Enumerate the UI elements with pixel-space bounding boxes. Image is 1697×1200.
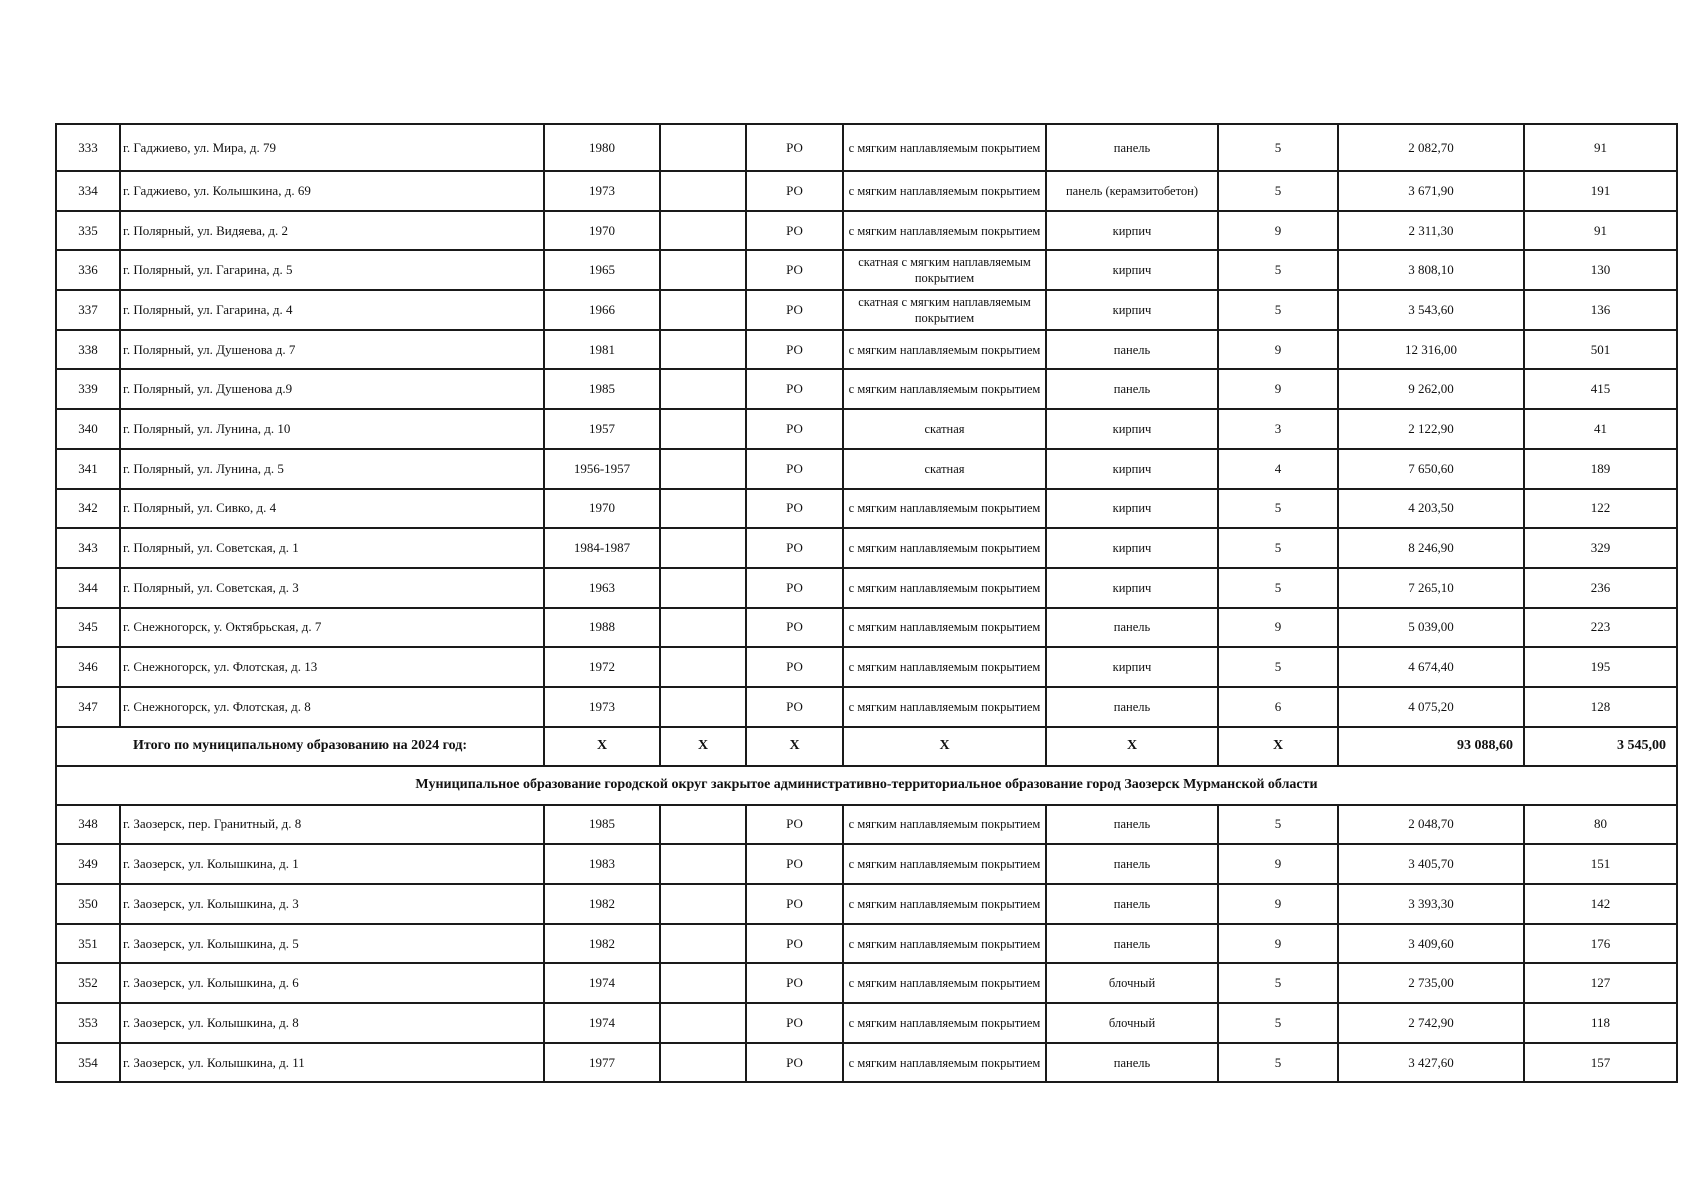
cell-num: 344: [56, 568, 120, 608]
cell-address: г. Заозерск, ул. Колышкина, д. 11: [120, 1043, 544, 1083]
total-x-ro: X: [746, 727, 843, 766]
cell-blank: [660, 647, 746, 687]
cell-area: 3 409,60: [1338, 924, 1524, 964]
cell-floors: 3: [1218, 409, 1338, 449]
table-row: [56, 687, 1677, 727]
cell-material: панель: [1046, 608, 1218, 648]
cell-ro: РО: [746, 409, 843, 449]
cell-num: 350: [56, 884, 120, 924]
cell-blank: [660, 924, 746, 964]
cell-ro: РО: [746, 489, 843, 529]
cell-address: г. Заозерск, ул. Колышкина, д. 6: [120, 963, 544, 1003]
cell-roof: скатная: [843, 409, 1046, 449]
table-row: [56, 884, 1677, 924]
cell-area: 2 742,90: [1338, 1003, 1524, 1043]
cell-year: 1973: [544, 687, 660, 727]
cell-area: 2 082,70: [1338, 124, 1524, 171]
cell-blank: [660, 489, 746, 529]
cell-area: 7 265,10: [1338, 568, 1524, 608]
cell-num: 347: [56, 687, 120, 727]
cell-address: г. Полярный, ул. Советская, д. 1: [120, 528, 544, 568]
cell-roof: скатная с мягким наплавляемым покрытием: [843, 290, 1046, 330]
cell-material: панель: [1046, 924, 1218, 964]
cell-residents: 157: [1524, 1043, 1677, 1083]
table-row: [56, 250, 1677, 290]
cell-material: кирпич: [1046, 489, 1218, 529]
cell-year: 1970: [544, 211, 660, 251]
cell-material: кирпич: [1046, 647, 1218, 687]
cell-year: 1966: [544, 290, 660, 330]
cell-num: 340: [56, 409, 120, 449]
cell-material: панель: [1046, 124, 1218, 171]
cell-blank: [660, 963, 746, 1003]
cell-material: кирпич: [1046, 568, 1218, 608]
cell-year: 1974: [544, 1003, 660, 1043]
cell-ro: РО: [746, 290, 843, 330]
cell-roof: с мягким наплавляемым покрытием: [843, 805, 1046, 845]
cell-material: панель: [1046, 330, 1218, 370]
cell-roof: с мягким наплавляемым покрытием: [843, 124, 1046, 171]
cell-ro: РО: [746, 124, 843, 171]
total-residents: 3 545,00: [1524, 727, 1677, 766]
cell-floors: 9: [1218, 884, 1338, 924]
cell-num: 354: [56, 1043, 120, 1083]
cell-address: г. Полярный, ул. Гагарина, д. 4: [120, 290, 544, 330]
cell-residents: 80: [1524, 805, 1677, 845]
cell-floors: 6: [1218, 687, 1338, 727]
cell-floors: 9: [1218, 924, 1338, 964]
cell-year: 1981: [544, 330, 660, 370]
cell-ro: РО: [746, 608, 843, 648]
cell-material: панель (керамзитобетон): [1046, 171, 1218, 211]
table-row: [56, 489, 1677, 529]
cell-blank: [660, 449, 746, 489]
cell-roof: с мягким наплавляемым покрытием: [843, 924, 1046, 964]
cell-area: 4 674,40: [1338, 647, 1524, 687]
cell-roof: с мягким наплавляемым покрытием: [843, 489, 1046, 529]
total-row: [56, 727, 1677, 766]
cell-num: 333: [56, 124, 120, 171]
cell-material: панель: [1046, 844, 1218, 884]
cell-roof: с мягким наплавляемым покрытием: [843, 884, 1046, 924]
cell-roof: с мягким наплавляемым покрытием: [843, 171, 1046, 211]
cell-year: 1974: [544, 963, 660, 1003]
cell-area: 3 393,30: [1338, 884, 1524, 924]
total-label: Итого по муниципальному образованию на 2024 год:: [56, 727, 544, 766]
cell-roof: с мягким наплавляемым покрытием: [843, 844, 1046, 884]
cell-ro: РО: [746, 568, 843, 608]
cell-material: кирпич: [1046, 528, 1218, 568]
cell-num: 338: [56, 330, 120, 370]
cell-residents: 127: [1524, 963, 1677, 1003]
cell-material: панель: [1046, 805, 1218, 845]
cell-roof: с мягким наплавляемым покрытием: [843, 647, 1046, 687]
cell-year: 1983: [544, 844, 660, 884]
cell-floors: 9: [1218, 211, 1338, 251]
cell-area: 4 203,50: [1338, 489, 1524, 529]
cell-residents: 329: [1524, 528, 1677, 568]
cell-floors: 5: [1218, 1003, 1338, 1043]
cell-blank: [660, 171, 746, 211]
cell-address: г. Снежногорск, ул. Флотская, д. 8: [120, 687, 544, 727]
cell-num: 334: [56, 171, 120, 211]
cell-area: 7 650,60: [1338, 449, 1524, 489]
cell-num: 353: [56, 1003, 120, 1043]
cell-num: 335: [56, 211, 120, 251]
cell-blank: [660, 211, 746, 251]
cell-material: панель: [1046, 687, 1218, 727]
cell-residents: 91: [1524, 211, 1677, 251]
cell-year: 1957: [544, 409, 660, 449]
total-x-blank: X: [660, 727, 746, 766]
cell-floors: 9: [1218, 608, 1338, 648]
table-row: [56, 608, 1677, 648]
total-area: 93 088,60: [1338, 727, 1524, 766]
cell-roof: с мягким наплавляемым покрытием: [843, 330, 1046, 370]
cell-address: г. Полярный, ул. Лунина, д. 10: [120, 409, 544, 449]
table-row: [56, 330, 1677, 370]
cell-roof: с мягким наплавляемым покрытием: [843, 687, 1046, 727]
cell-floors: 5: [1218, 290, 1338, 330]
cell-blank: [660, 409, 746, 449]
cell-area: 5 039,00: [1338, 608, 1524, 648]
cell-num: 339: [56, 369, 120, 409]
cell-blank: [660, 124, 746, 171]
cell-residents: 91: [1524, 124, 1677, 171]
cell-blank: [660, 290, 746, 330]
table-row: [56, 171, 1677, 211]
cell-floors: 5: [1218, 1043, 1338, 1083]
cell-material: кирпич: [1046, 449, 1218, 489]
cell-address: г. Гаджиево, ул. Колышкина, д. 69: [120, 171, 544, 211]
cell-num: 348: [56, 805, 120, 845]
table-row: [56, 528, 1677, 568]
cell-num: 342: [56, 489, 120, 529]
cell-year: 1965: [544, 250, 660, 290]
cell-blank: [660, 844, 746, 884]
section-heading-row: [56, 766, 1677, 805]
cell-year: 1977: [544, 1043, 660, 1083]
cell-residents: 142: [1524, 884, 1677, 924]
cell-blank: [660, 369, 746, 409]
cell-num: 346: [56, 647, 120, 687]
cell-roof: с мягким наплавляемым покрытием: [843, 1043, 1046, 1083]
cell-floors: 9: [1218, 369, 1338, 409]
table-row: [56, 124, 1677, 171]
cell-residents: 189: [1524, 449, 1677, 489]
cell-residents: 236: [1524, 568, 1677, 608]
cell-year: 1972: [544, 647, 660, 687]
cell-address: г. Полярный, ул. Видяева, д. 2: [120, 211, 544, 251]
cell-ro: РО: [746, 844, 843, 884]
cell-ro: РО: [746, 211, 843, 251]
cell-ro: РО: [746, 449, 843, 489]
cell-year: 1982: [544, 884, 660, 924]
cell-floors: 5: [1218, 489, 1338, 529]
cell-residents: 128: [1524, 687, 1677, 727]
table-row: [56, 211, 1677, 251]
cell-floors: 4: [1218, 449, 1338, 489]
cell-ro: РО: [746, 647, 843, 687]
cell-ro: РО: [746, 171, 843, 211]
cell-year: 1985: [544, 369, 660, 409]
cell-year: 1973: [544, 171, 660, 211]
total-x-floors: X: [1218, 727, 1338, 766]
cell-ro: РО: [746, 884, 843, 924]
cell-floors: 5: [1218, 124, 1338, 171]
cell-floors: 5: [1218, 805, 1338, 845]
cell-address: г. Заозерск, ул. Колышкина, д. 3: [120, 884, 544, 924]
cell-ro: РО: [746, 250, 843, 290]
cell-num: 336: [56, 250, 120, 290]
table-row: [56, 924, 1677, 964]
cell-floors: 9: [1218, 330, 1338, 370]
cell-year: 1985: [544, 805, 660, 845]
table-row: [56, 844, 1677, 884]
total-x-material: X: [1046, 727, 1218, 766]
cell-area: 3 808,10: [1338, 250, 1524, 290]
cell-residents: 130: [1524, 250, 1677, 290]
cell-floors: 5: [1218, 528, 1338, 568]
cell-year: 1980: [544, 124, 660, 171]
cell-address: г. Полярный, ул. Гагарина, д. 5: [120, 250, 544, 290]
cell-area: 2 311,30: [1338, 211, 1524, 251]
table-row: [56, 449, 1677, 489]
cell-address: г. Полярный, ул. Сивко, д. 4: [120, 489, 544, 529]
cell-ro: РО: [746, 1003, 843, 1043]
cell-address: г. Заозерск, пер. Гранитный, д. 8: [120, 805, 544, 845]
cell-blank: [660, 250, 746, 290]
cell-floors: 9: [1218, 844, 1338, 884]
cell-material: кирпич: [1046, 250, 1218, 290]
cell-material: кирпич: [1046, 409, 1218, 449]
cell-address: г. Снежногорск, у. Октябрьская, д. 7: [120, 608, 544, 648]
cell-area: 9 262,00: [1338, 369, 1524, 409]
cell-address: г. Полярный, ул. Душенова д.9: [120, 369, 544, 409]
cell-material: панель: [1046, 1043, 1218, 1083]
table-row: [56, 963, 1677, 1003]
cell-area: 8 246,90: [1338, 528, 1524, 568]
housing-register-table: [55, 123, 1678, 1083]
cell-roof: с мягким наплавляемым покрытием: [843, 369, 1046, 409]
cell-material: панель: [1046, 369, 1218, 409]
table-row: [56, 805, 1677, 845]
cell-blank: [660, 884, 746, 924]
cell-residents: 136: [1524, 290, 1677, 330]
table-body-group-2: [56, 805, 1677, 1083]
cell-year: 1963: [544, 568, 660, 608]
table-row: [56, 1003, 1677, 1043]
cell-material: кирпич: [1046, 290, 1218, 330]
cell-ro: РО: [746, 1043, 843, 1083]
cell-residents: 151: [1524, 844, 1677, 884]
cell-area: 12 316,00: [1338, 330, 1524, 370]
table-row: [56, 369, 1677, 409]
cell-residents: 501: [1524, 330, 1677, 370]
cell-residents: 195: [1524, 647, 1677, 687]
cell-roof: скатная с мягким наплавляемым покрытием: [843, 250, 1046, 290]
cell-address: г. Полярный, ул. Душенова д. 7: [120, 330, 544, 370]
cell-address: г. Заозерск, ул. Колышкина, д. 5: [120, 924, 544, 964]
cell-residents: 122: [1524, 489, 1677, 529]
cell-num: 337: [56, 290, 120, 330]
cell-material: кирпич: [1046, 211, 1218, 251]
cell-blank: [660, 568, 746, 608]
cell-num: 345: [56, 608, 120, 648]
cell-area: 2 122,90: [1338, 409, 1524, 449]
cell-area: 3 405,70: [1338, 844, 1524, 884]
section-title: Муниципальное образование городской округ закрытое административно-территориальное образование город Заозерск Мурманской области: [56, 766, 1677, 805]
cell-num: 351: [56, 924, 120, 964]
cell-blank: [660, 687, 746, 727]
table-row: [56, 290, 1677, 330]
cell-address: г. Полярный, ул. Советская, д. 3: [120, 568, 544, 608]
cell-floors: 5: [1218, 568, 1338, 608]
cell-area: 2 048,70: [1338, 805, 1524, 845]
cell-floors: 5: [1218, 647, 1338, 687]
cell-roof: с мягким наплавляемым покрытием: [843, 1003, 1046, 1043]
cell-blank: [660, 1003, 746, 1043]
cell-num: 343: [56, 528, 120, 568]
cell-material: блочный: [1046, 1003, 1218, 1043]
cell-area: 3 671,90: [1338, 171, 1524, 211]
cell-roof: с мягким наплавляемым покрытием: [843, 608, 1046, 648]
cell-residents: 191: [1524, 171, 1677, 211]
cell-address: г. Заозерск, ул. Колышкина, д. 1: [120, 844, 544, 884]
cell-area: 2 735,00: [1338, 963, 1524, 1003]
table-row: [56, 647, 1677, 687]
cell-num: 341: [56, 449, 120, 489]
cell-roof: с мягким наплавляемым покрытием: [843, 963, 1046, 1003]
cell-floors: 5: [1218, 963, 1338, 1003]
cell-num: 352: [56, 963, 120, 1003]
cell-residents: 118: [1524, 1003, 1677, 1043]
cell-year: 1988: [544, 608, 660, 648]
cell-address: г. Гаджиево, ул. Мира, д. 79: [120, 124, 544, 171]
cell-ro: РО: [746, 963, 843, 1003]
total-x-year: X: [544, 727, 660, 766]
cell-blank: [660, 1043, 746, 1083]
cell-residents: 41: [1524, 409, 1677, 449]
cell-ro: РО: [746, 369, 843, 409]
cell-area: 3 427,60: [1338, 1043, 1524, 1083]
cell-num: 349: [56, 844, 120, 884]
cell-address: г. Полярный, ул. Лунина, д. 5: [120, 449, 544, 489]
cell-ro: РО: [746, 924, 843, 964]
total-x-roof: X: [843, 727, 1046, 766]
cell-year: 1982: [544, 924, 660, 964]
cell-address: г. Снежногорск, ул. Флотская, д. 13: [120, 647, 544, 687]
cell-blank: [660, 608, 746, 648]
cell-roof: с мягким наплавляемым покрытием: [843, 568, 1046, 608]
cell-address: г. Заозерск, ул. Колышкина, д. 8: [120, 1003, 544, 1043]
cell-material: панель: [1046, 884, 1218, 924]
cell-blank: [660, 528, 746, 568]
cell-area: 3 543,60: [1338, 290, 1524, 330]
cell-residents: 415: [1524, 369, 1677, 409]
cell-ro: РО: [746, 805, 843, 845]
cell-area: 4 075,20: [1338, 687, 1524, 727]
table-row: [56, 1043, 1677, 1083]
total-section: [56, 727, 1677, 805]
cell-ro: РО: [746, 687, 843, 727]
cell-year: 1970: [544, 489, 660, 529]
cell-roof: с мягким наплавляемым покрытием: [843, 528, 1046, 568]
table-row: [56, 409, 1677, 449]
cell-ro: РО: [746, 330, 843, 370]
cell-floors: 5: [1218, 250, 1338, 290]
table-body-group-1: [56, 124, 1677, 727]
cell-year: 1956-1957: [544, 449, 660, 489]
cell-blank: [660, 805, 746, 845]
cell-year: 1984-1987: [544, 528, 660, 568]
cell-roof: с мягким наплавляемым покрытием: [843, 211, 1046, 251]
cell-residents: 176: [1524, 924, 1677, 964]
cell-floors: 5: [1218, 171, 1338, 211]
table-row: [56, 568, 1677, 608]
cell-ro: РО: [746, 528, 843, 568]
cell-roof: скатная: [843, 449, 1046, 489]
cell-blank: [660, 330, 746, 370]
cell-residents: 223: [1524, 608, 1677, 648]
cell-material: блочный: [1046, 963, 1218, 1003]
